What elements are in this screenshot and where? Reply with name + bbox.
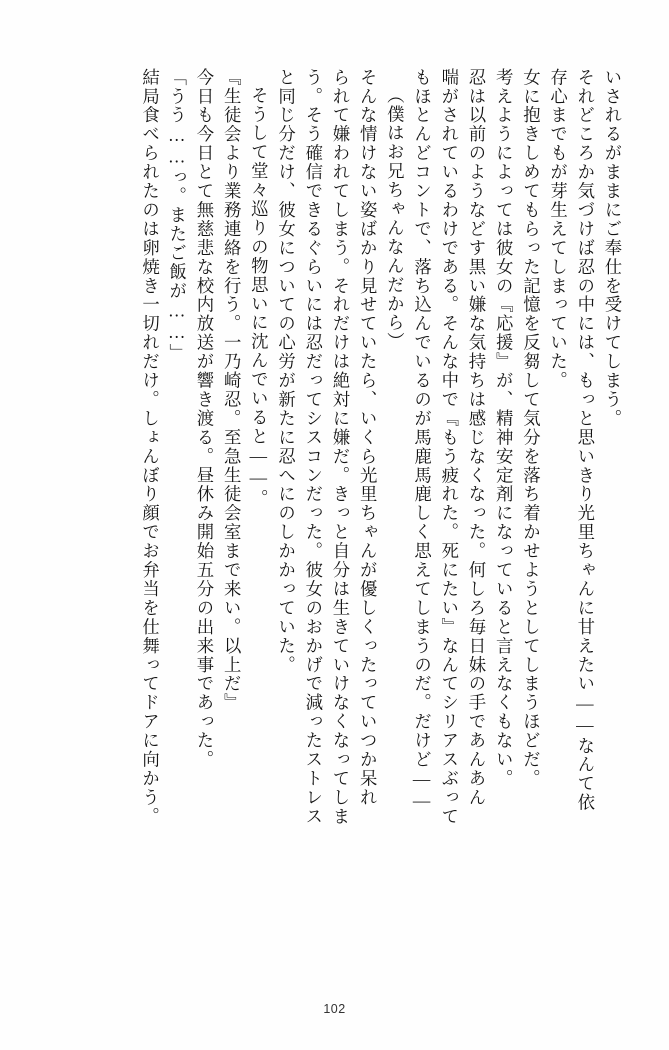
text-line: 「うう……っ。またご飯が……」	[166, 68, 187, 363]
text-line: 今日も今日とて無慈悲な校内放送が響き渡る。昼休み開始五分の出来事であった。	[193, 68, 214, 770]
text-line: もほとんどコントで、落ち込んでいるのが馬鹿馬鹿しく思えてしまうのだ。だけど——	[411, 68, 432, 813]
vertical-text-body	[44, 68, 625, 972]
text-line: （僕はお兄ちゃんなんだから）	[384, 86, 405, 352]
text-line: と同じ分だけ、彼女についての心労が新たに忍へにのしかかっていた。	[275, 68, 296, 675]
page-number: 102	[323, 1002, 346, 1016]
text-line: う。そう確信できるぐらいには忍だってシスコンだった。彼女のおかげで減ったストレス	[302, 68, 323, 826]
text-line: られて嫌われてしまう。それだけは絶対に嫌だ。きっと自分は生きていけなくなってしま	[329, 68, 350, 826]
text-line: そうして堂々巡りの物思いに沈んでいると——。	[248, 86, 269, 509]
text-line: それどころか気づけば忍の中には、もっと思いきり光里ちゃんに甘えたい——なんて依	[574, 68, 595, 813]
text-line: 考えようによっては彼女の『応援』が、精神安定剤になっていると言えなくもない。	[493, 68, 514, 789]
text-line: そんな情けない姿ばかり見せていたら、いくら光里ちゃんが優しくったっていつか呆れ	[357, 68, 378, 808]
text-line: 結局食べられたのは卵焼き一切れだけ。しょんぼり顔でお弁当を仕舞ってドアに向かう。	[139, 68, 160, 826]
text-line: 女に抱きしめてもらった記憶を反芻して気分を落ち着かせようとしてしまうほどだ。	[520, 68, 541, 789]
text-line: 存心までもが芽生えてしまっていた。	[547, 68, 568, 391]
text-line: いされるがままにご奉仕を受けてしまう。	[602, 68, 622, 429]
text-line: 『生徒会より業務連絡を行う。一乃崎忍。至急生徒会室まで来い。以上だ』	[221, 68, 242, 713]
text-line: 忍は以前のようなどす黒い嫌な気持ちは感じなくなった。何しろ毎日妹の手であんあん	[465, 68, 486, 808]
text-line: 喘がされているわけである。そんな中で『もう疲れた。死にたい』なんてシリアスぶって	[438, 68, 459, 826]
